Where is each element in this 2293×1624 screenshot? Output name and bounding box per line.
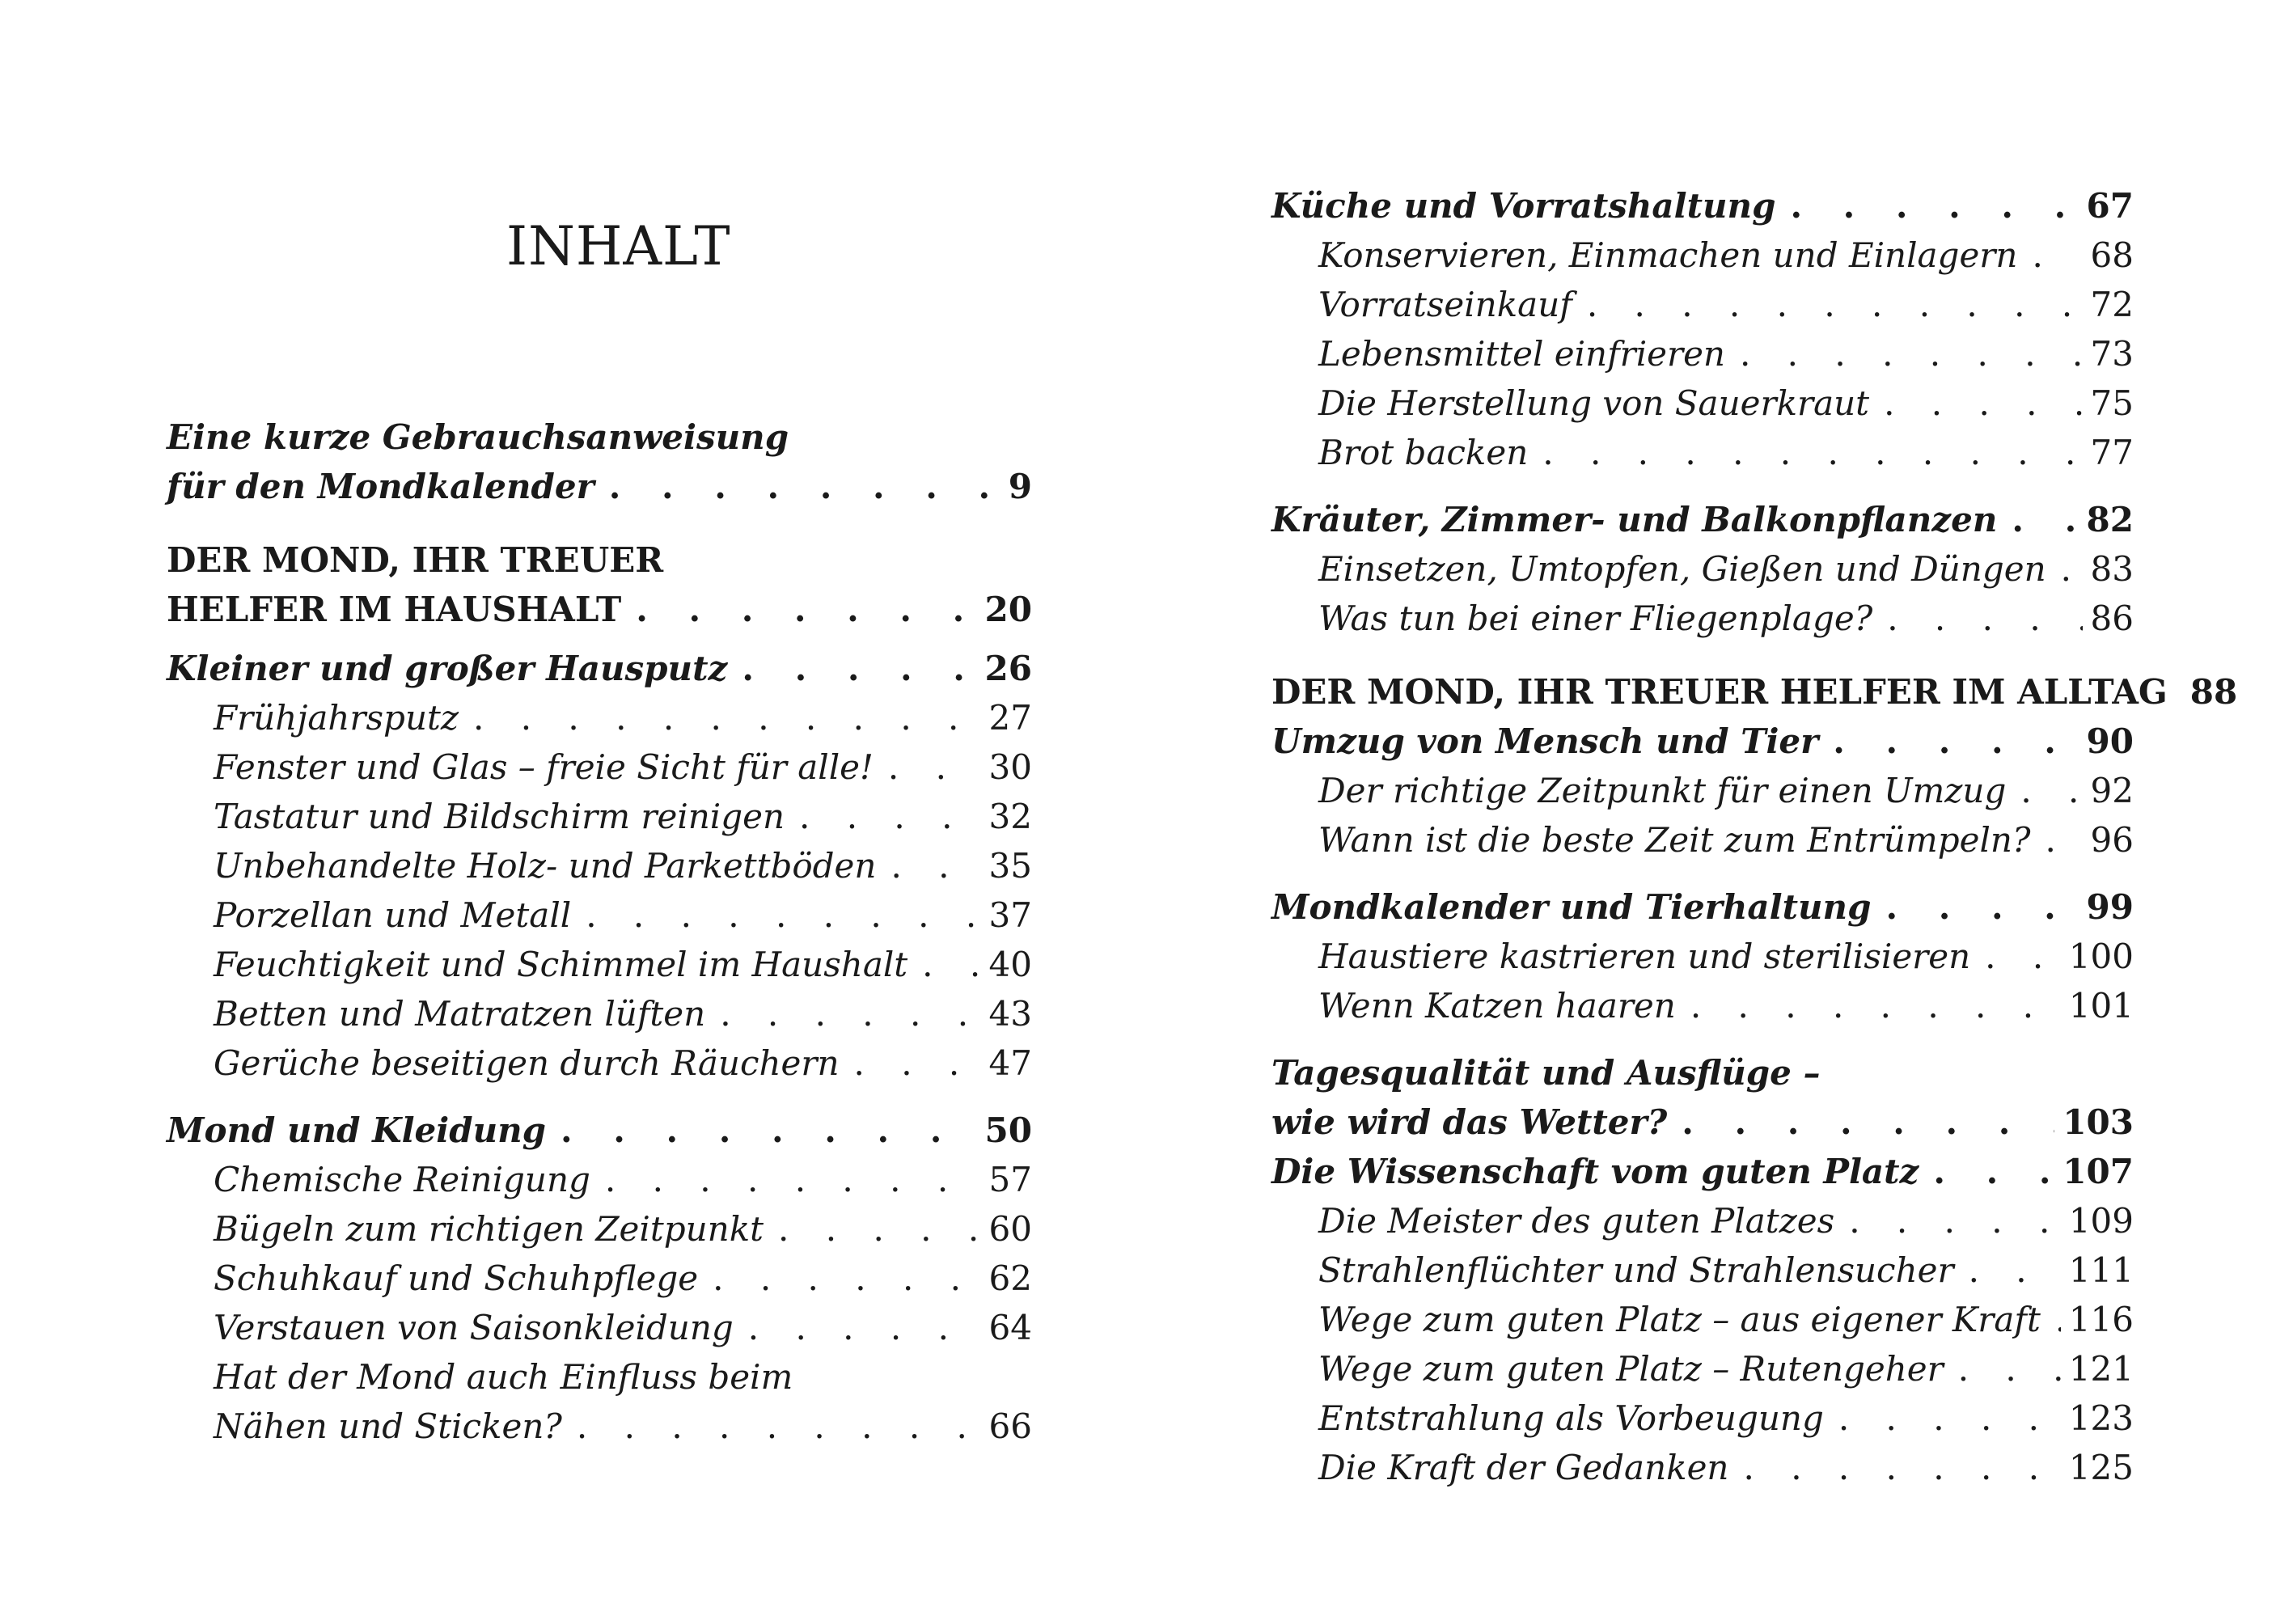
toc-page-number: 9 (1008, 467, 1032, 506)
toc-page-number: 99 (2086, 887, 2134, 927)
toc-entry-title: Vorratseinkauf (1318, 285, 1572, 324)
toc-entry-line (1271, 1048, 2134, 1097)
dot-leader (922, 940, 980, 989)
toc-entry[interactable] (167, 1254, 1032, 1303)
toc-entry-line (1271, 717, 2134, 766)
toc-entry-line (1271, 495, 2134, 544)
toc-entry-line (1318, 932, 2134, 981)
toc-entry[interactable] (167, 1155, 1032, 1204)
toc-page-number: 116 (2068, 1300, 2134, 1339)
toc-entry-line (1318, 280, 2134, 329)
toc-entry-line (214, 792, 1032, 841)
toc-entry-title: Die Meister des guten Platzes (1318, 1201, 1835, 1241)
toc-page-number: 109 (2068, 1201, 2134, 1241)
toc-entry-line (214, 1038, 1032, 1088)
toc-entry[interactable] (167, 792, 1032, 841)
toc-entry-line (214, 693, 1032, 742)
toc-entry-line (1271, 882, 2134, 932)
toc-entry-title: Tastatur und Bildschirm reinigen (214, 797, 785, 836)
toc-entry[interactable] (167, 890, 1032, 940)
toc-entry[interactable] (1271, 1245, 2134, 1295)
dot-leader (748, 1303, 981, 1352)
dot-leader (2061, 544, 2083, 594)
toc-page-number: 57 (988, 1160, 1032, 1199)
toc-entry-title: Brot backen (1318, 433, 1529, 472)
toc-entry-line (1318, 230, 2134, 280)
toc-entry-title: Wann ist die beste Zeit zum Entrümpeln? (1318, 820, 2031, 860)
toc-entry-line (214, 1155, 1032, 1204)
toc-entry[interactable] (167, 1352, 1032, 1451)
dot-leader (609, 462, 992, 511)
toc-entry-title: Frühjahrsputz (214, 698, 459, 738)
toc-entry-line (1318, 544, 2134, 594)
toc-entry[interactable] (1271, 981, 2134, 1030)
toc-entry-title: Lebensmittel einfrieren (1318, 334, 1725, 374)
dot-leader (1969, 1245, 2061, 1295)
toc-entry[interactable] (167, 535, 1032, 634)
toc-entry[interactable] (1271, 594, 2134, 643)
dot-leader (1833, 717, 2078, 766)
toc-entry[interactable] (167, 412, 1032, 511)
toc-entry[interactable] (1271, 181, 2134, 230)
toc-entry-title: Hat der Mond auch Einfluss beim (214, 1357, 793, 1397)
toc-page-number: 92 (2090, 771, 2134, 810)
toc-page-number: 100 (2068, 937, 2134, 976)
toc-entry[interactable] (1271, 230, 2134, 280)
dot-leader (2032, 230, 2082, 280)
toc-entry-line (1318, 1394, 2134, 1443)
toc-entry-line (1318, 428, 2134, 477)
toc-entry[interactable] (1271, 1147, 2134, 1196)
toc-entry-title: Fenster und Glas – freie Sicht für alle! (214, 747, 874, 787)
toc-entry-title: Mondkalender und Tierhaltung (1271, 887, 1872, 927)
dot-leader (473, 693, 981, 742)
toc-entry-line (167, 585, 1032, 634)
toc-column-left (167, 412, 1032, 1451)
dot-leader (2020, 766, 2082, 815)
dot-leader (1885, 882, 2078, 932)
toc-entry-title: für den Mondkalender (167, 467, 594, 506)
toc-entry-line (1318, 766, 2134, 815)
toc-page-number: 30 (988, 747, 1032, 787)
toc-entry[interactable] (1271, 717, 2134, 766)
toc-entry[interactable] (167, 841, 1032, 890)
toc-page-number: 37 (988, 895, 1032, 935)
toc-column-right (1271, 181, 2238, 1492)
dot-leader (1587, 280, 2083, 329)
toc-entry-title: Strahlenflüchter und Strahlensucher (1318, 1250, 1954, 1290)
toc-entry-title: Unbehandelte Holz- und Parkettböden (214, 846, 877, 886)
toc-entry[interactable] (167, 989, 1032, 1038)
toc-entry-title: Chemische Reinigung (214, 1160, 590, 1199)
dot-leader (1740, 329, 2083, 379)
toc-entry-line (167, 1106, 1032, 1155)
dot-leader (1985, 932, 2061, 981)
toc-entry-line (214, 1402, 1032, 1451)
toc-entry-title: Die Wissenschaft vom guten Platz (1271, 1152, 1919, 1191)
dot-leader (799, 792, 981, 841)
toc-entry-title: Mond und Kleidung (167, 1110, 547, 1150)
toc-page-number: 107 (2062, 1152, 2134, 1191)
dot-leader (577, 1402, 981, 1451)
toc-page-number: 66 (988, 1406, 1032, 1446)
toc-page-number: 86 (2090, 598, 2134, 638)
toc-entry-line (214, 989, 1032, 1038)
toc-entry[interactable] (1271, 667, 2238, 717)
toc-entry-title: Wege zum guten Platz – aus eigener Kraft (1318, 1300, 2041, 1339)
toc-page-number: 20 (984, 590, 1032, 629)
toc-page-number: 96 (2090, 820, 2134, 860)
toc-entry[interactable] (1271, 1394, 2134, 1443)
toc-entry-line (1318, 1443, 2134, 1492)
toc-entry-title: Was tun bei einer Fliegenplage? (1318, 598, 1873, 638)
dot-leader (1958, 1344, 2061, 1394)
toc-entry-title: Feuchtigkeit und Schimmel im Haushalt (214, 945, 908, 984)
toc-page-number: 68 (2090, 235, 2134, 275)
toc-entry[interactable] (1271, 495, 2134, 544)
dot-leader (891, 841, 980, 890)
toc-entry[interactable] (1271, 428, 2134, 477)
dot-leader (854, 1038, 981, 1088)
dot-leader (778, 1204, 981, 1254)
toc-page-number: 82 (2086, 500, 2134, 539)
toc-entry-line (1318, 379, 2134, 428)
dot-leader (1884, 379, 2082, 428)
toc-entry[interactable] (1271, 544, 2134, 594)
toc-page-number: 103 (2062, 1102, 2134, 1142)
toc-page-number: 125 (2068, 1448, 2134, 1487)
dot-leader (605, 1155, 981, 1204)
toc-entry-title: Porzellan und Metall (214, 895, 572, 935)
dot-leader (720, 989, 980, 1038)
toc-entry[interactable] (1271, 882, 2134, 932)
toc-entry-line (1318, 1344, 2134, 1394)
toc-page-number: 123 (2068, 1398, 2134, 1438)
toc-entry-line (214, 742, 1032, 792)
dot-leader (1690, 981, 2061, 1030)
toc-entry-line (167, 412, 1032, 462)
toc-entry[interactable] (1271, 280, 2134, 329)
toc-entry-title: Einsetzen, Umtopfen, Gießen und Düngen (1318, 549, 2046, 589)
dot-leader (2045, 815, 2082, 865)
toc-entry-title: Eine kurze Gebrauchsanweisung (167, 417, 789, 457)
toc-entry-line (214, 890, 1032, 940)
toc-page-number: 26 (984, 649, 1032, 688)
toc-page-number: 62 (988, 1258, 1032, 1298)
toc-entry-title: Umzug von Mensch und Tier (1271, 721, 1819, 761)
toc-page-number: 43 (988, 994, 1032, 1034)
toc-page-number: 47 (988, 1043, 1032, 1083)
toc-entry[interactable] (167, 742, 1032, 792)
toc-entry[interactable] (167, 1038, 1032, 1088)
toc-page-number: 73 (2090, 334, 2134, 374)
toc-entry-line (1318, 329, 2134, 379)
toc-entry-line (167, 535, 1032, 585)
dot-leader (1887, 594, 2082, 643)
toc-entry-title: Tagesqualität und Ausflüge – (1271, 1053, 1821, 1093)
toc-entry-title: Die Herstellung von Sauerkraut (1318, 383, 1870, 423)
toc-entry[interactable] (167, 693, 1032, 742)
dot-leader (742, 644, 976, 693)
dot-leader (1682, 1097, 2054, 1147)
dot-leader (1542, 428, 2082, 477)
toc-page-number: 88 (2189, 672, 2238, 712)
toc-entry-line (214, 1303, 1032, 1352)
toc-entry[interactable] (167, 1303, 1032, 1352)
toc-entry[interactable] (1271, 1443, 2134, 1492)
dot-leader (1838, 1394, 2061, 1443)
toc-entry-line (214, 841, 1032, 890)
toc-entry[interactable] (1271, 932, 2134, 981)
toc-entry[interactable] (167, 644, 1032, 693)
dot-leader (636, 585, 976, 634)
toc-page-number: 35 (988, 846, 1032, 886)
toc-entry[interactable] (167, 1204, 1032, 1254)
toc-entry-title: Die Kraft der Gedanken (1318, 1448, 1729, 1487)
toc-page-number: 27 (988, 698, 1032, 738)
toc-entry-line (1318, 1295, 2134, 1344)
toc-entry-title: Schuhkauf und Schuhpflege (214, 1258, 699, 1298)
toc-page-number: 121 (2068, 1349, 2134, 1389)
toc-entry-title: Konservieren, Einmachen und Einlagern (1318, 235, 2018, 275)
toc-entry-line (167, 462, 1032, 511)
toc-page-number: 60 (988, 1209, 1032, 1249)
toc-page-number: 90 (2086, 721, 2134, 761)
toc-entry[interactable] (1271, 1196, 2134, 1245)
toc-entry-line (214, 1352, 1032, 1402)
toc-entry-line (1318, 1196, 2134, 1245)
dot-leader (1790, 181, 2078, 230)
toc-entry-line (214, 1254, 1032, 1303)
toc-page-number: 64 (988, 1308, 1032, 1347)
toc-entry[interactable] (1271, 815, 2134, 865)
toc-entry-line (1271, 1147, 2134, 1196)
toc-entry-title: Küche und Vorratshaltung (1271, 186, 1776, 226)
toc-entry-title: Entstrahlung als Vorbeugung (1318, 1398, 1824, 1438)
toc-entry-line (214, 940, 1032, 989)
toc-entry-title: HELFER IM HAUSHALT (167, 590, 622, 629)
toc-entry-title: Bügeln zum richtigen Zeitpunkt (214, 1209, 764, 1249)
dot-leader (2012, 495, 2078, 544)
toc-entry[interactable] (1271, 1295, 2134, 1344)
dot-leader (2055, 1295, 2061, 1344)
toc-entry-line (1271, 1097, 2134, 1147)
dot-leader (1933, 1147, 2054, 1196)
toc-page-number: 67 (2086, 186, 2134, 226)
toc-page-number: 72 (2090, 285, 2134, 324)
dot-leader (561, 1106, 977, 1155)
toc-entry[interactable] (1271, 329, 2134, 379)
toc-entry-title: Der richtige Zeitpunkt für einen Umzug (1318, 771, 2007, 810)
toc-page-number: 77 (2090, 433, 2134, 472)
toc-page-number: 50 (984, 1110, 1032, 1150)
toc-entry-title: DER MOND, IHR TREUER HELFER IM ALLTAG (1271, 672, 2168, 712)
toc-entry[interactable] (1271, 1048, 2134, 1147)
toc-entry-title: Haustiere kastrieren und sterilisieren (1318, 937, 1971, 976)
toc-entry-title: wie wird das Wetter? (1271, 1102, 1668, 1142)
dot-leader (713, 1254, 980, 1303)
toc-entry-title: Nähen und Sticken? (214, 1406, 562, 1446)
dot-leader (888, 742, 981, 792)
dot-leader (586, 890, 980, 940)
toc-entry-line (1271, 667, 2238, 717)
toc-entry-title: Gerüche beseitigen durch Räuchern (214, 1043, 840, 1083)
toc-entry-line (1271, 181, 2134, 230)
toc-entry-title: Wege zum guten Platz – Rutengeher (1318, 1349, 1944, 1389)
toc-entry-title: Verstauen von Saisonkleidung (214, 1308, 734, 1347)
toc-entry-line (1318, 981, 2134, 1030)
toc-entry[interactable] (1271, 1344, 2134, 1394)
toc-page-number: 40 (988, 945, 1032, 984)
toc-page-number: 83 (2090, 549, 2134, 589)
page-title: INHALT (506, 215, 731, 278)
toc-entry-line (1318, 815, 2134, 865)
toc-entry-line (1318, 594, 2134, 643)
toc-page-number: 75 (2090, 383, 2134, 423)
toc-entry-title: DER MOND, IHR TREUER (167, 540, 664, 580)
toc-entry-title: Kräuter, Zimmer- und Balkonpflanzen (1271, 500, 1998, 539)
toc-entry[interactable] (1271, 379, 2134, 428)
dot-leader (1849, 1196, 2061, 1245)
toc-page-number: 32 (988, 797, 1032, 836)
dot-leader (1744, 1443, 2061, 1492)
toc-entry-line (167, 644, 1032, 693)
toc-entry-title: Betten und Matratzen lüften (214, 994, 706, 1034)
toc-entry-title: Kleiner und großer Hausputz (167, 649, 728, 688)
toc-page-number: 101 (2068, 986, 2134, 1026)
toc-entry-line (214, 1204, 1032, 1254)
toc-entry[interactable] (167, 940, 1032, 989)
toc-entry[interactable] (167, 1106, 1032, 1155)
toc-page-number: 111 (2068, 1250, 2134, 1290)
toc-entry[interactable] (1271, 766, 2134, 815)
toc-entry-title: Wenn Katzen haaren (1318, 986, 1676, 1026)
toc-entry-line (1318, 1245, 2134, 1295)
